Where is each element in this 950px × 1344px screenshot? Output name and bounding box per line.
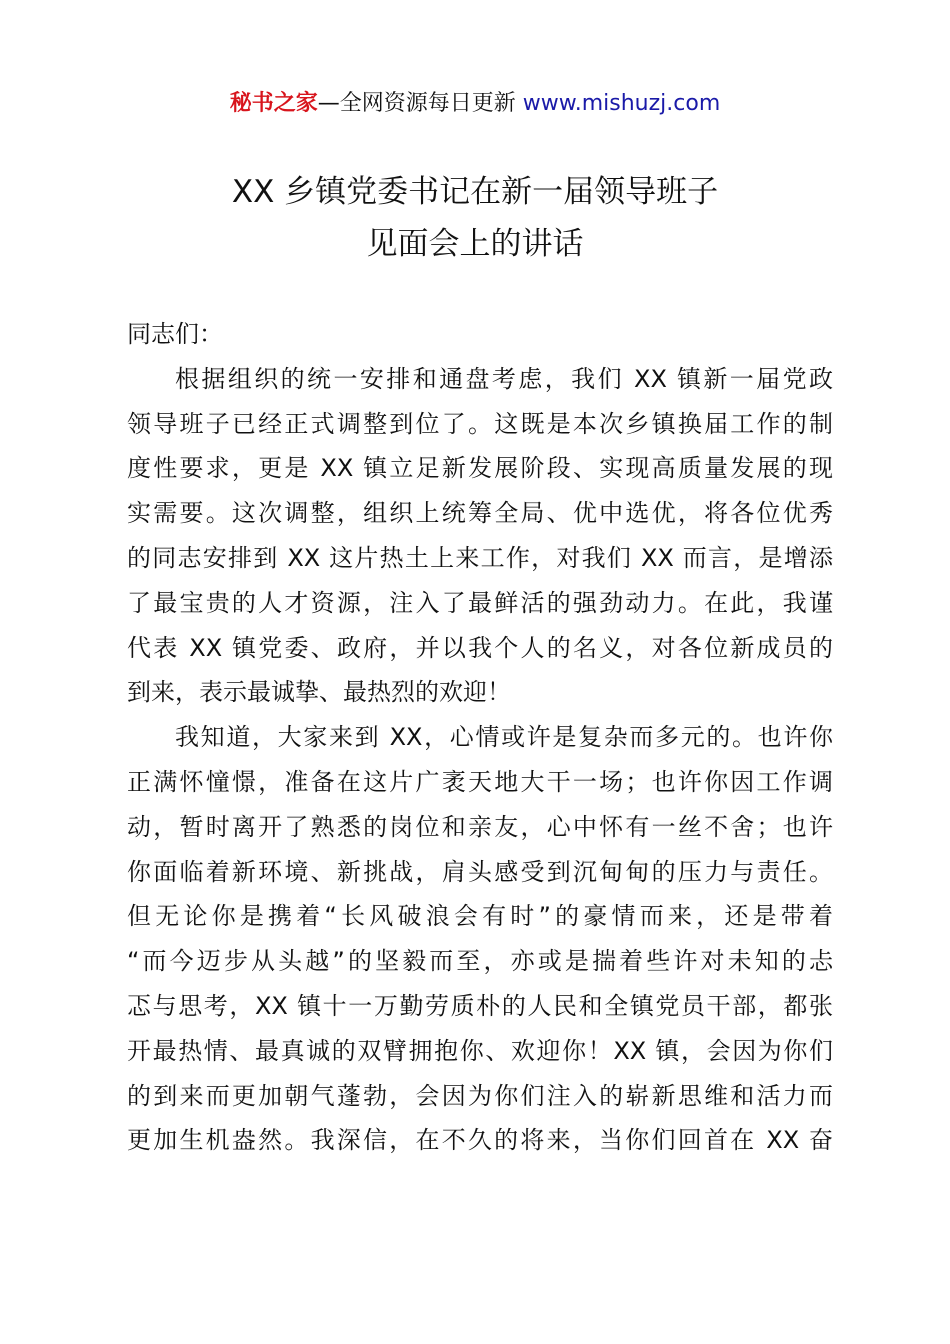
paragraph-2 [127,715,833,1163]
paragraph-line: 开最热情、最真诚的双臂拥抱你、欢迎你！XX 镇，会因为你们 [127,1036,833,1065]
paragraph-line: 正满怀憧憬，准备在这片广袤天地大干一场；也许你因工作调 [127,767,833,796]
document-title [0,166,950,270]
paragraph-line: 的同志安排到 XX 这片热土上来工作，对我们 XX 而言，是增添 [127,543,833,572]
paragraph-line: “而今迈步从头越”的坚毅而至，亦或是揣着些许对未知的忐 [127,947,833,976]
header-banner [0,88,950,120]
document-body [127,312,833,1163]
salutation: 同志们： [127,320,223,348]
paragraph-line: 到来，表示最诚挚、最热烈的欢迎！ [127,678,511,707]
paragraph-line: 领导班子已经正式调整到位了。这既是本次乡镇换届工作的制 [127,409,833,438]
paragraph-line: 我知道，大家来到 XX，心情或许是复杂而多元的。也许你 [175,723,833,752]
paragraph-line: 你面临着新环境、新挑战，肩头感受到沉甸甸的压力与责任。 [127,857,833,886]
paragraph-line: 根据组织的统一安排和通盘考虑，我们 XX 镇新一届党政 [175,364,833,393]
paragraph-line: 代表 XX 镇党委、政府，并以我个人的名义，对各位新成员的 [127,633,833,662]
title-line-2: 见面会上的讲话 [366,226,584,262]
brand-name: 秘书之家 [229,91,318,116]
paragraph-1 [127,357,833,715]
header-tagline: —全网资源每日更新 [317,91,516,116]
paragraph-line: 度性要求，更是 XX 镇立足新发展阶段、实现高质量发展的现 [127,454,833,483]
paragraph-line: 实需要。这次调整，组织上统筹全局、优中选优，将各位优秀 [127,499,833,528]
title-line-1: XX 乡镇党委书记在新一届领导班子 [231,174,719,210]
paragraph-line: 了最宝贵的人才资源，注入了最鲜活的强劲动力。在此，我谨 [127,588,833,617]
paragraph-line: 但无论你是携着“长风破浪会有时”的豪情而来，还是带着 [127,902,833,931]
paragraph-line: 动，暂时离开了熟悉的岗位和亲友，心中怀有一丝不舍；也许 [127,812,833,841]
paragraph-line: 更加生机盎然。我深信，在不久的将来，当你们回首在 XX 奋 [127,1126,833,1155]
paragraph-line: 忑与思考，XX 镇十一万勤劳质朴的人民和全镇党员干部，都张 [127,991,833,1020]
site-url-link[interactable]: www.mishuzj.com [522,91,721,116]
paragraph-line: 的到来而更加朝气蓬勃，会因为你们注入的崭新思维和活力而 [127,1081,833,1110]
